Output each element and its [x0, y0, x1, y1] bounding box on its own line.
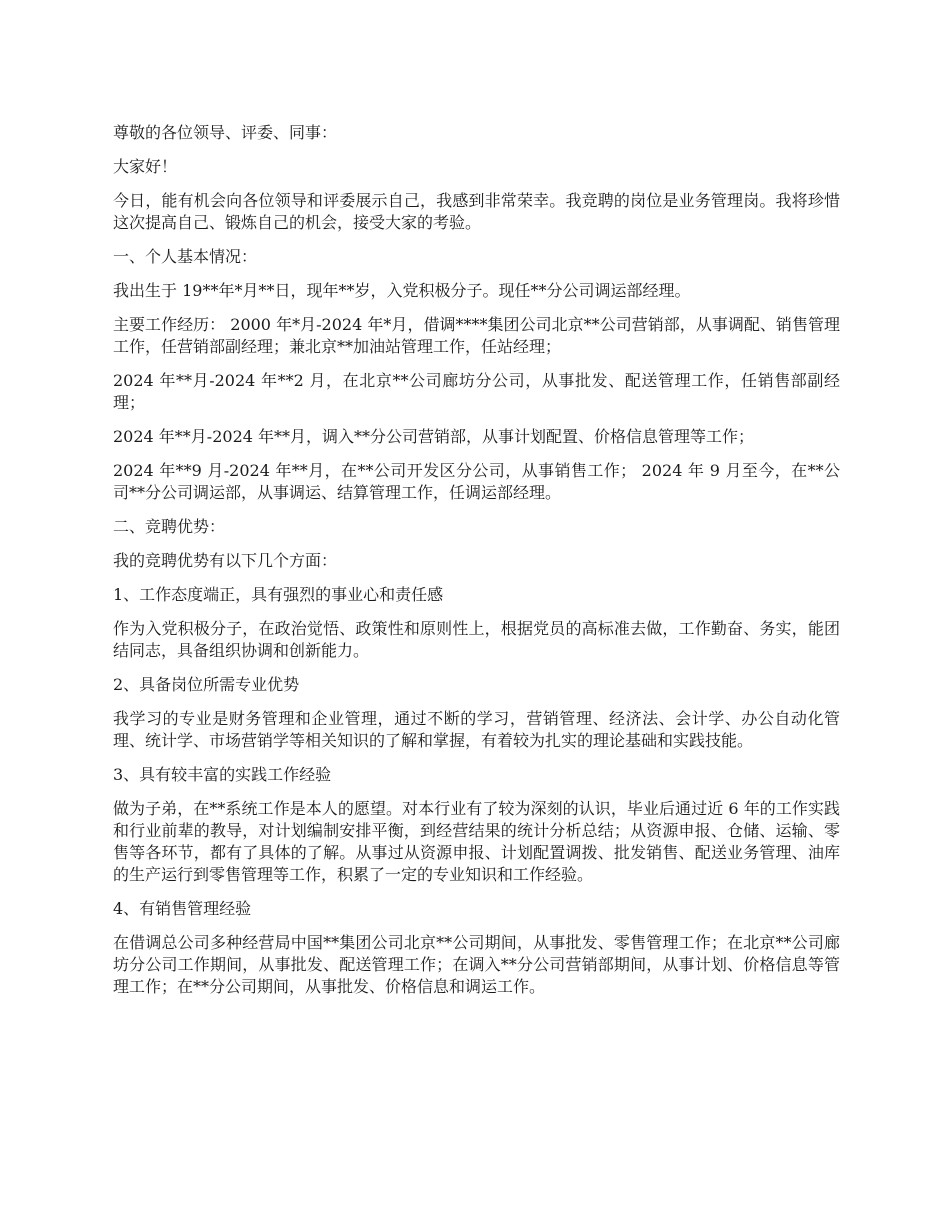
subheading-experience: 3、具有较丰富的实践工作经验: [113, 765, 332, 784]
section-heading-basic-info: 一、个人基本情况：: [113, 247, 258, 266]
paragraph-attitude: 作为入党积极分子，在政治觉悟、政策性和原则性上，根据党员的高标准去做，工作勤奋、务实，能团结同志，具备组织协调和创新能力。: [113, 619, 840, 660]
paragraph-birth-info: 我出生于 19**年*月**日，现年**岁，入党积极分子。现任**分公司调运部经理。: [113, 281, 691, 300]
greeting: 大家好！: [113, 157, 178, 176]
paragraph-work-history-2: 2024 年**月-2024 年**2 月，在北京**公司廊坊分公司，从事批发、配送管理工作，任销售部副经理；: [113, 371, 840, 412]
paragraph-experience: 做为子弟，在**系统工作是本人的愿望。对本行业有了较为深刻的认识，毕业后通过近 6 年的工作实践和行业前辈的教导，对计划编制安排平衡，到经营结果的统计分析总结；从资源申报、仓储、运输、零售等各环节，都有了具体的了解。从事过从资源申报、计划配置调拨、批发销售、配送业务管理、油库的生产运行到零售管理等工作，积累了一定的专业知识和工作经验。: [113, 799, 840, 884]
subheading-attitude: 1、工作态度端正，具有强烈的事业心和责任感: [113, 585, 444, 604]
intro-paragraph: 今日，能有机会向各位领导和评委展示自己，我感到非常荣幸。我竞聘的岗位是业务管理岗。我将珍惜这次提高自己、锻炼自己的机会，接受大家的考验。: [113, 191, 840, 232]
paragraph-sales-management: 在借调总公司多种经营局中国**集团公司北京**公司期间，从事批发、零售管理工作；在北京**公司廊坊分公司工作期间，从事批发、配送管理工作；在调入**分公司营销部期间，从事计划、价格信息等管理工作；在**分公司期间，从事批发、价格信息和调运工作。: [113, 933, 840, 996]
salutation: 尊敬的各位领导、评委、同事：: [113, 123, 338, 142]
paragraph-expertise: 我学习的专业是财务管理和企业管理，通过不断的学习，营销管理、经济法、会计学、办公自动化管理、统计学、市场营销学等相关知识的了解和掌握，有着较为扎实的理论基础和实践技能。: [113, 709, 840, 750]
paragraph-advantages-intro: 我的竞聘优势有以下几个方面：: [113, 551, 338, 570]
paragraph-work-history-3: 2024 年**月-2024 年**月，调入**分公司营销部，从事计划配置、价格信息管理等工作；: [113, 427, 755, 446]
paragraph-work-history-4: 2024 年**9 月-2024 年**月，在**公司开发区分公司，从事销售工作； 2024 年 9 月至今，在**公司**分公司调运部，从事调运、结算管理工作，任调运部经理。: [113, 461, 840, 502]
subheading-sales-management: 4、有销售管理经验: [113, 899, 252, 918]
document-body: [113, 122, 840, 1010]
subheading-expertise: 2、具备岗位所需专业优势: [113, 675, 300, 694]
section-heading-advantages: 二、竞聘优势：: [113, 517, 226, 536]
paragraph-work-history-1: 主要工作经历： 2000 年*月-2024 年*月，借调****集团公司北京**公司营销部，从事调配、销售管理工作，任营销部副经理；兼北京**加油站管理工作，任站经理；: [113, 315, 840, 356]
